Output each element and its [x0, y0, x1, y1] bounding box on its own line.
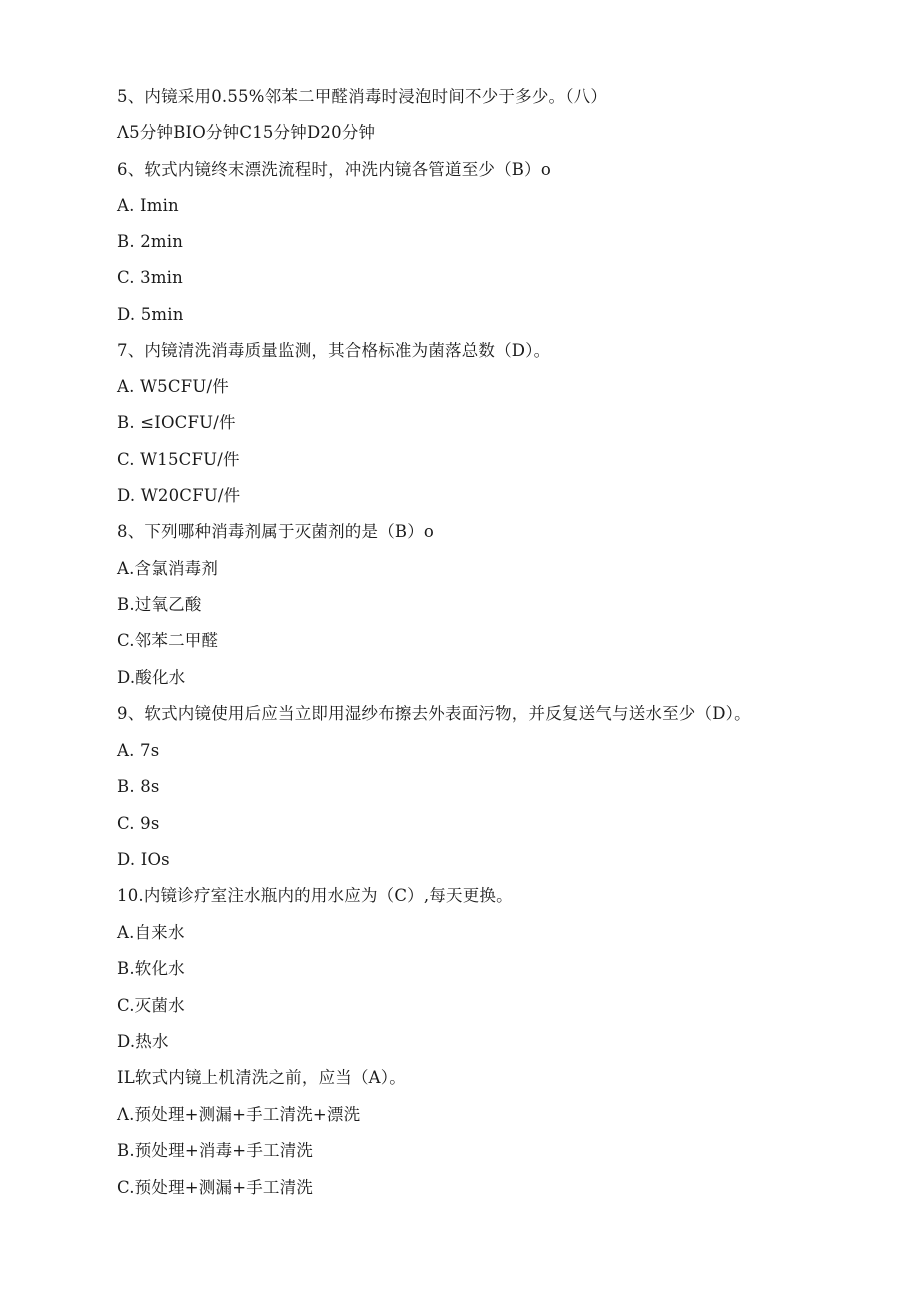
question-5-stem: 5、内镜采用0.55%邻苯二甲醛消毒时浸泡时间不少于多少。（八） [117, 87, 608, 106]
question-11-option-b: B.预处理+消毒+手工清洗 [117, 1141, 314, 1160]
question-9-stem: 9、软式内镜使用后应当立即用湿纱布擦去外表面污物，并反复送气与送水至少（D）。 [117, 704, 751, 723]
question-6-option-c: C. 3min [117, 268, 183, 287]
question-7-stem: 7、内镜清洗消毒质量监测，其合格标准为菌落总数（D）。 [117, 341, 551, 360]
question-7-option-b: B. ≤IOCFU/件 [117, 413, 236, 432]
question-11-stem: IL软式内镜上机清洗之前，应当（A）。 [117, 1068, 406, 1087]
question-8-option-d: D.酸化水 [117, 668, 186, 687]
question-7-option-d: D. W20CFU/件 [117, 486, 241, 505]
question-7-option-c: C. W15CFU/件 [117, 450, 240, 469]
question-6-option-d: D. 5min [117, 305, 184, 324]
question-6-option-a: A. Imin [117, 196, 179, 215]
question-9-option-a: A. 7s [117, 741, 160, 760]
question-11-option-a: Λ.预处理+测漏+手工清洗+漂洗 [117, 1105, 361, 1124]
question-10-stem: 10.内镜诊疗室注水瓶内的用水应为（C）,每天更换。 [117, 886, 513, 905]
question-10-option-d: D.热水 [117, 1032, 169, 1051]
question-10-option-b: B.软化水 [117, 959, 185, 978]
question-9-option-b: B. 8s [117, 777, 160, 796]
question-8-option-b: B.过氧乙酸 [117, 595, 202, 614]
question-8-option-a: A.含氯消毒剂 [117, 559, 219, 578]
question-7-option-a: A. W5CFU/件 [117, 377, 229, 396]
question-9-option-c: C. 9s [117, 814, 160, 833]
question-10-option-c: C.灭菌水 [117, 996, 185, 1015]
question-10-option-a: A.自来水 [117, 923, 185, 942]
question-8-stem: 8、下列哪种消毒剂属于灭菌剂的是（B）o [117, 522, 435, 541]
question-6-option-b: B. 2min [117, 232, 184, 251]
question-8-option-c: C.邻苯二甲醛 [117, 631, 219, 650]
question-11-option-c: C.预处理+测漏+手工清洗 [117, 1178, 314, 1197]
question-9-option-d: D. IOs [117, 850, 170, 869]
question-6-stem: 6、软式内镜终末漂洗流程时，冲洗内镜各管道至少（B）o [117, 160, 551, 179]
question-5-options: Λ5分钟BIO分钟C15分钟D20分钟 [117, 123, 376, 142]
